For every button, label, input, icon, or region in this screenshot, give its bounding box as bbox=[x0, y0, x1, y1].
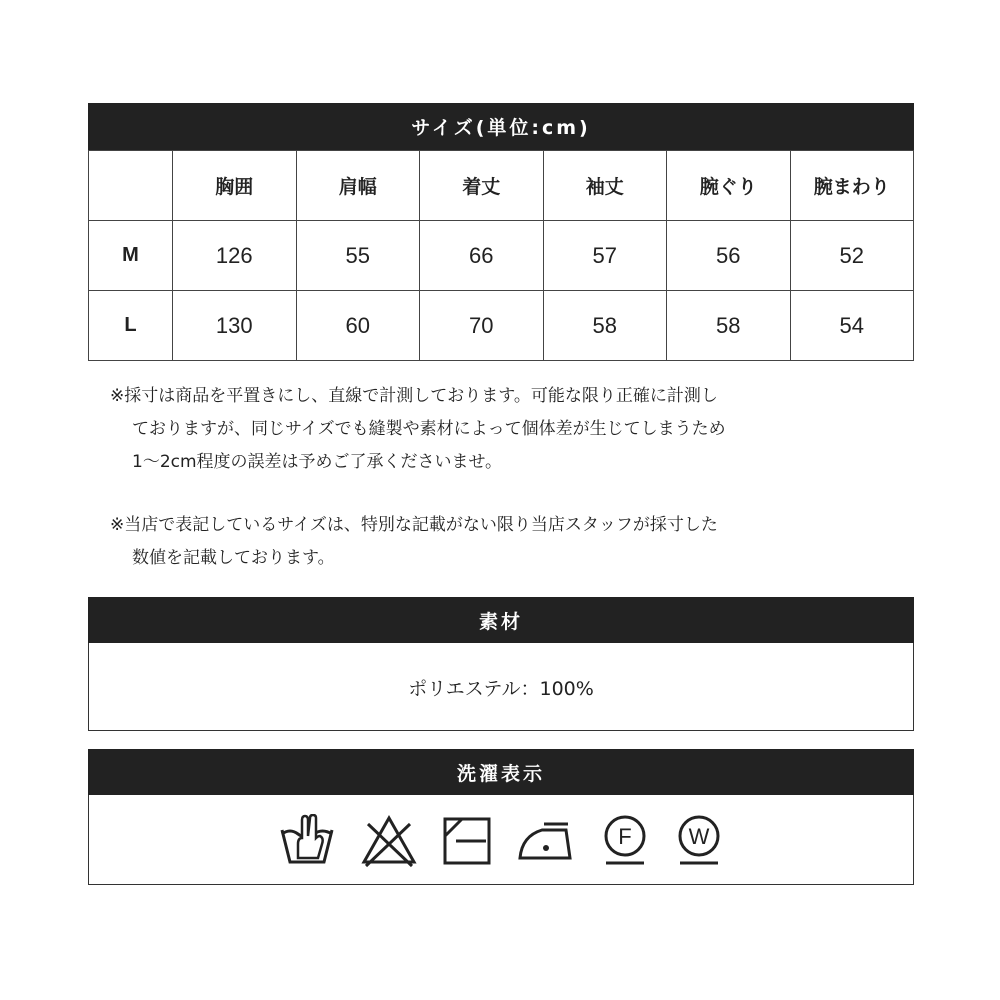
table-cell: 52 bbox=[790, 221, 914, 291]
table-cell: 55 bbox=[296, 221, 420, 291]
material-section-header bbox=[88, 597, 914, 644]
dry-clean-letter: F bbox=[618, 824, 632, 849]
wet-clean-letter: W bbox=[688, 824, 710, 849]
column-header: 腕ぐり bbox=[667, 151, 791, 221]
table-cell: 56 bbox=[667, 221, 791, 291]
no-bleach-icon bbox=[360, 814, 418, 868]
size-label: M bbox=[89, 221, 173, 291]
table-cell: 60 bbox=[296, 291, 420, 361]
dry-clean-f-icon bbox=[600, 814, 650, 868]
note-line: ※当店で表記しているサイズは、特別な記載がない限り当店スタッフが採寸した bbox=[110, 515, 718, 535]
column-header: 着丈 bbox=[420, 151, 544, 221]
care-section-title: 洗濯表示 bbox=[456, 763, 545, 785]
table-cell: 70 bbox=[420, 291, 544, 361]
table-row bbox=[89, 221, 914, 291]
size-table-header-row bbox=[89, 151, 914, 221]
table-cell: 57 bbox=[543, 221, 667, 291]
table-cell: 66 bbox=[420, 221, 544, 291]
note-line: 1〜2cm程度の誤差は予めご了承くださいませ。 bbox=[132, 452, 503, 472]
column-header: 袖丈 bbox=[543, 151, 667, 221]
table-cell: 54 bbox=[790, 291, 914, 361]
note-line: ておりますが、同じサイズでも縫製や素材によって個体差が生じてしまうため bbox=[132, 419, 726, 439]
material-text: ポリエステル：100% bbox=[408, 677, 594, 700]
care-icons bbox=[88, 797, 914, 885]
care-section-header bbox=[88, 749, 914, 796]
note-line: ※採寸は商品を平置きにし、直線で計測しております。可能な限り正確に計測し bbox=[110, 386, 718, 406]
table-cell: 58 bbox=[543, 291, 667, 361]
column-header: 腕まわり bbox=[790, 151, 914, 221]
material-section-title: 素材 bbox=[478, 611, 523, 633]
table-row bbox=[89, 291, 914, 361]
size-section-title: サイズ(単位:cm) bbox=[411, 117, 591, 139]
note-line: 数値を記載しております。 bbox=[132, 548, 335, 568]
wet-clean-w-icon bbox=[674, 814, 724, 868]
low-iron-icon bbox=[516, 818, 576, 864]
hand-wash-icon bbox=[278, 814, 336, 868]
column-header: 肩幅 bbox=[296, 151, 420, 221]
table-cell: 126 bbox=[173, 221, 297, 291]
size-table bbox=[88, 150, 914, 361]
size-table-corner-cell bbox=[89, 151, 173, 221]
size-label: L bbox=[89, 291, 173, 361]
table-cell: 58 bbox=[667, 291, 791, 361]
column-header: 胸囲 bbox=[173, 151, 297, 221]
size-section-header bbox=[88, 103, 914, 150]
measurement-notes bbox=[110, 380, 726, 479]
line-dry-icon bbox=[442, 816, 492, 866]
table-cell: 130 bbox=[173, 291, 297, 361]
staff-measure-notes bbox=[110, 509, 718, 575]
